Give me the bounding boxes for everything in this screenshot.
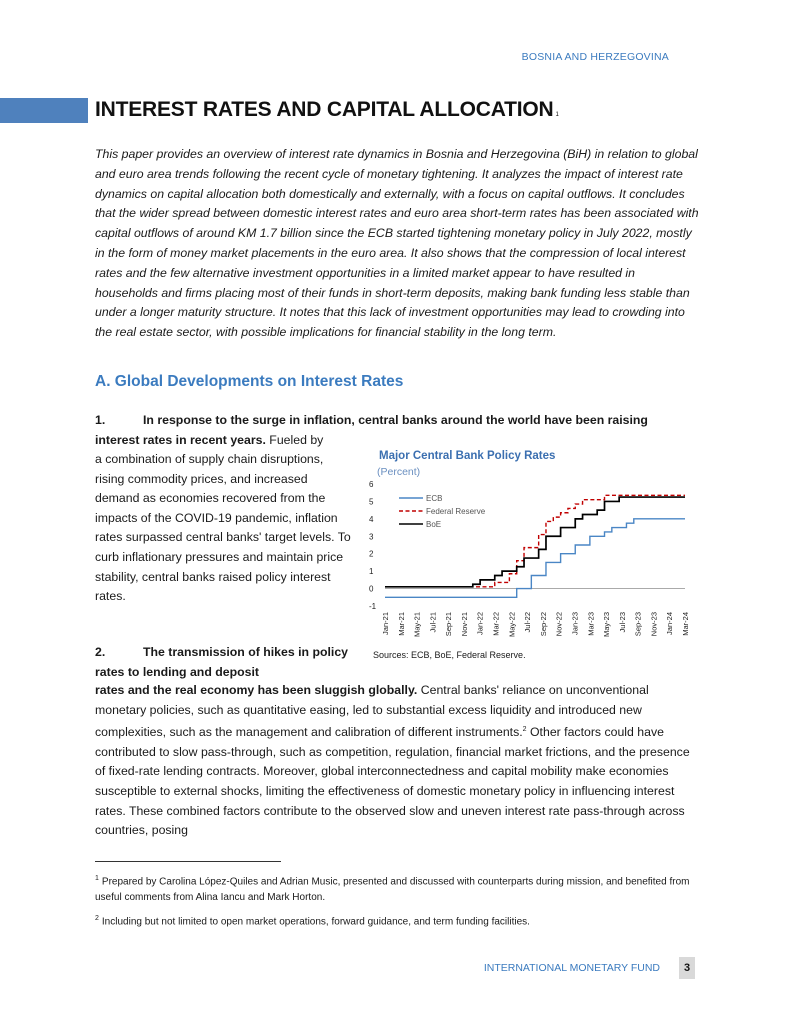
running-head: BOSNIA AND HERZEGOVINA: [521, 51, 669, 63]
x-tick-label: Jan-21: [381, 612, 390, 635]
paragraph-1-body: a combination of supply chain disruptions, rising commodity prices, and increased demand as economies recovered from the impacts of the COVID-19 pandemic, inflation rates surpassed central banks' target levels. To curb inflationary pressures and maintain price stability, central banks raised policy interest rates.: [95, 452, 351, 604]
section-heading: A. Global Developments on Interest Rates: [95, 373, 404, 390]
paragraph-number: 2.: [95, 645, 106, 659]
paragraph-1-bold-a: In response to the surge in inflation, central banks around the world have been raising: [143, 413, 648, 427]
paragraph-1-lead: [95, 411, 700, 450]
legend-label: ECB: [426, 494, 443, 503]
paragraph-2-body: [95, 681, 701, 841]
policy-rates-figure: [367, 446, 697, 664]
y-tick-label: 2: [369, 549, 374, 559]
legend-label: Federal Reserve: [426, 507, 486, 516]
footnote-1: [95, 871, 695, 906]
x-tick-label: May-23: [602, 612, 612, 638]
title-footnote-marker[interactable]: 1: [555, 112, 559, 118]
x-tick-label: Sep-22: [538, 612, 548, 637]
figure-source: Sources: ECB, BoE, Federal Reserve.: [373, 650, 526, 660]
x-tick-label: Sep-23: [633, 612, 643, 637]
x-tick-label: May-22: [507, 612, 517, 638]
paragraph-number: 1.: [95, 413, 106, 427]
x-tick-label: Jan-23: [570, 612, 580, 635]
x-tick-label: Sep-21: [444, 612, 454, 637]
page-number: 3: [679, 957, 695, 979]
footnote-1-marker: 1: [95, 875, 99, 882]
paragraph-2-text-a: Central banks' reliance on unconventional monetary policies, such as quantitative easing, led to substantial excess liquidity and introduced new complexities, such as the management and calibration of different instruments.: [95, 683, 649, 740]
figure-title: Major Central Bank Policy Rates: [379, 450, 556, 462]
title-accent-bar: [0, 98, 88, 123]
y-tick-label: 1: [369, 567, 374, 577]
x-tick-label: Mar-24: [681, 612, 690, 636]
y-tick-label: -1: [369, 602, 377, 611]
y-tick-label: 6: [369, 480, 374, 489]
footer-org: INTERNATIONAL MONETARY FUND: [483, 962, 660, 974]
x-tick-label: Mar-22: [491, 612, 501, 636]
page-title: [95, 98, 559, 122]
footnote-divider: [95, 861, 281, 862]
y-tick-label: 3: [369, 532, 374, 542]
x-tick-label: Nov-22: [554, 612, 564, 637]
x-tick-label: Nov-21: [459, 612, 469, 637]
footnote-1-text: Prepared by Carolina López-Quiles and Adrian Music, presented and discussed with counterparts during mission, and benefited from useful comments from Alina Iancu and Mark Horton.: [95, 876, 690, 904]
paragraph-2-bold-a: The transmission of hikes in policy rates to lending and deposit: [95, 645, 348, 679]
figure-subtitle: (Percent): [377, 466, 421, 478]
abstract: This paper provides an overview of interest rate dynamics in Bosnia and Herzegovina (BiH) in relation to global and euro area trends following the recent cycle of monetary tightening. It analyzes the impact of interest rate dynamics on capital allocation both domestically and externally, with a focus on capital outflows. It concludes that the wider spread between domestic interest rates and euro area short-term rates has been associated with capital outflows of around KM 1.7 billion since the ECB started tightening monetary policy in July 2022, mostly in the form of money market placements in the euro area. It also shows that the compression of local interest rates and the few alternative investment opportunities in a limited market appear to have resulted in households and firms placing most of their funds in short-term deposits, making bank funding less stable than under a longer maturity structure. It notes that this lack of investment opportunities may lead to crowding into the real estate sector, with possible implications for financial stability in the long term.: [95, 147, 699, 340]
paragraph-1-bold-b: interest rates in recent years.: [95, 432, 266, 447]
x-tick-label: Jan-22: [475, 612, 485, 635]
x-tick-label: May-21: [412, 612, 422, 638]
x-tick-label: Jul-21: [428, 612, 438, 633]
policy-rates-chart: [367, 476, 697, 648]
footnote-2: [95, 911, 695, 930]
x-tick-label: Nov-23: [649, 612, 659, 637]
y-tick-label: 4: [369, 514, 374, 524]
page-title-text: INTEREST RATES AND CAPITAL ALLOCATION: [95, 98, 554, 121]
legend-label: BoE: [426, 520, 442, 529]
x-tick-label: Mar-21: [396, 612, 406, 636]
y-tick-label: 5: [369, 497, 374, 507]
x-tick-label: Jul-23: [617, 612, 627, 633]
paragraph-2-lead: [95, 643, 351, 682]
x-tick-label: Jul-22: [523, 612, 533, 633]
footnote-2-text: Including but not limited to open market operations, forward guidance, and term funding facilities.: [101, 916, 530, 928]
footnote-2-marker: 2: [95, 915, 99, 922]
paragraph-2-text-b: Other factors could have contributed to slow pass-through, such as competition, regulation, financial market frictions, and the presence of fixed-rate lending contracts. Moreover, global interconnectedness and capital mobility make economies susceptible to external shocks, limiting the effectiveness of domestic monetary policy in influencing interest rates. These combined factors contribute to the observed slow and uneven interest rate pass-through across countries, posing: [95, 725, 690, 838]
x-tick-label: Mar-23: [586, 612, 596, 636]
x-tick-label: Jan-24: [665, 612, 675, 635]
footnote-2-marker[interactable]: 2: [522, 726, 527, 734]
paragraph-2-bold-b: rates and the real economy has been sluggish globally.: [95, 683, 418, 697]
paragraph-1-text-a: Fueled by: [265, 432, 324, 447]
y-tick-label: 0: [369, 584, 374, 594]
